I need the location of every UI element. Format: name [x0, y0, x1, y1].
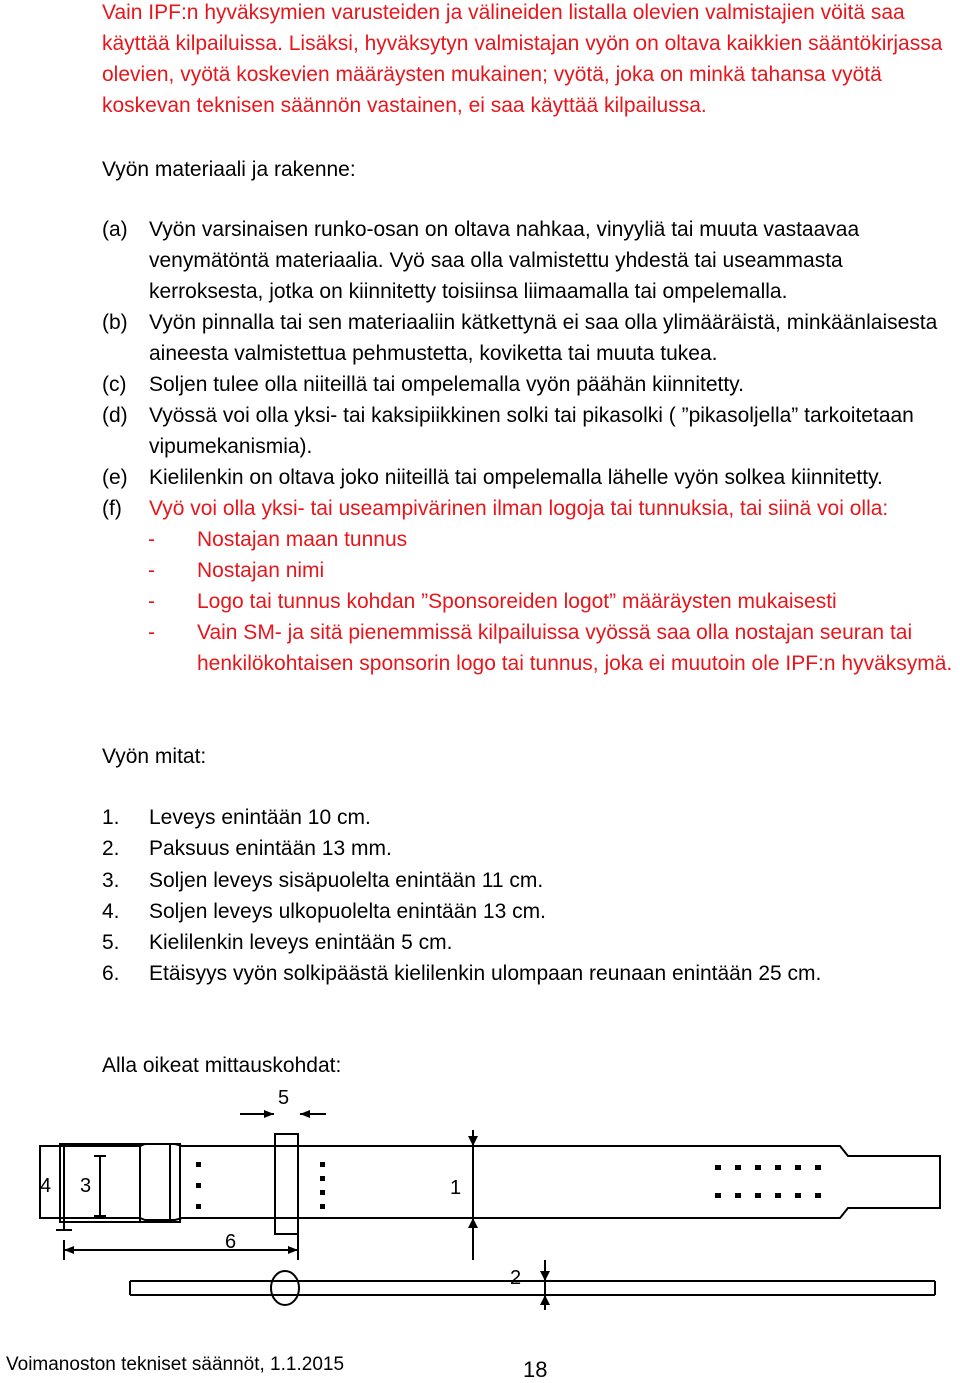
label-1: 1 [450, 1177, 462, 1199]
item-label: 6. [102, 962, 120, 985]
subitem-sponsor [148, 617, 958, 679]
item-label: (b) [102, 311, 128, 334]
item-text: Soljen leveys ulkopuolelta enintään 13 cm. [149, 900, 546, 923]
subitem-text: Nostajan maan tunnus [197, 528, 408, 551]
buckle [60, 1144, 180, 1222]
item-text: Vyön varsinaisen runko-osan on oltava nahkaa, vinyyliä tai muuta vastaavaa venymätöntä materiaalia. Vyö saa olla valmistettu yhdestä tai useammasta kerroksesta, jotka on kiinnitetty toisiinsa liimaamalla tai ompelemalla. [149, 218, 860, 303]
item-text: Vyö voi olla yksi- tai useampivärinen ilman logoja tai tunnuksia, tai siinä voi olla: [149, 497, 889, 520]
item-label: 5. [102, 931, 120, 954]
item-label: 1. [102, 806, 120, 829]
item-label: (d) [102, 404, 128, 427]
loop-profile [271, 1271, 299, 1305]
material-item-c [102, 369, 957, 400]
arrow-2-down [540, 1271, 550, 1281]
item-label: 4. [102, 900, 120, 923]
item-text: Kielilenkin leveys enintään 5 cm. [149, 931, 453, 954]
arrow-2-up [540, 1295, 550, 1305]
arrow-1-down [468, 1136, 478, 1146]
label-2: 2 [510, 1267, 522, 1289]
item-text: Paksuus enintään 13 mm. [149, 837, 392, 860]
subitem-country [148, 524, 958, 555]
diagram-heading: Alla oikeat mittauskohdat: [102, 1054, 342, 1077]
dash: - [148, 621, 155, 644]
belt-measurement-diagram [0, 1080, 960, 1320]
subitem-text: Vain SM- ja sitä pienemmissä kilpailuissa vyössä saa olla nostajan seuran tai henkilökohtaisen sponsorin logo tai tunnus, joka ei muutoin ole IPF:n hyväksymä. [197, 621, 953, 675]
footer-text: Voimanoston tekniset säännöt, 1.1.2015 [6, 1354, 345, 1375]
item-label: (e) [102, 466, 128, 489]
arrow-6-left [64, 1246, 74, 1254]
item-text: Soljen leveys sisäpuolelta enintään 11 cm. [149, 869, 544, 892]
dash: - [148, 590, 155, 613]
item-text: Vyössä voi olla yksi- tai kaksipiikkinen solki tai pikasolki ( ”pikasoljella” tarkoitetaan vipumekanismia). [149, 404, 914, 458]
material-item-a [102, 214, 957, 307]
item-text: Etäisyys vyön solkipäästä kielilenkin ulompaan reunaan enintään 25 cm. [149, 962, 822, 985]
subitem-text: Nostajan nimi [197, 559, 325, 582]
arrow-5-left [264, 1110, 274, 1118]
arrow-6-right [288, 1246, 298, 1254]
material-item-f [102, 493, 957, 524]
dimension-item-4 [102, 896, 957, 927]
dash: - [148, 559, 155, 582]
arrow-1-up [468, 1218, 478, 1228]
dimension-item-5 [102, 927, 957, 958]
dimension-item-6 [102, 958, 957, 989]
material-item-e [102, 462, 957, 493]
item-label: (c) [102, 373, 127, 396]
dimension-item-1 [102, 802, 957, 833]
item-label: (f) [102, 497, 122, 520]
item-text: Soljen tulee olla niiteillä tai ompelemalla vyön päähän kiinnitetty. [149, 373, 744, 396]
page-number: 18 [523, 1357, 548, 1382]
item-text: Vyön pinnalla tai sen materiaaliin kätkettynä ei saa olla ylimääräistä, minkäänlaisesta aineesta valmistettua pehmustetta, koviketta tai muuta tukea. [149, 311, 938, 365]
material-item-b [102, 307, 957, 369]
item-text: Leveys enintään 10 cm. [149, 806, 371, 829]
item-label: 2. [102, 837, 120, 860]
item-text: Kielilenkin on oltava joko niiteillä tai ompelemalla lähelle vyön solkea kiinnitetty. [149, 466, 883, 489]
dimension-item-2 [102, 833, 957, 864]
belt-outline [40, 1144, 940, 1220]
material-heading: Vyön materiaali ja rakenne: [102, 158, 356, 181]
arrow-5-right [300, 1110, 310, 1118]
subitem-name [148, 555, 958, 586]
intro-paragraph: Vain IPF:n hyväksymien varusteiden ja välineiden listalla olevien valmistajien vöitä saa käyttää kilpailuissa. Lisäksi, hyväksytyn valmistajan vyön on oltava kaikkien sääntökirjassa olevien, vyötä koskevien määräysten mukainen; vyötä, joka on minkä tahansa vyötä koskevan teknisen säännön vastainen, ei saa käyttää kilpailussa. [102, 1, 943, 117]
subitem-text: Logo tai tunnus kohdan ”Sponsoreiden logot” määräysten mukaisesti [197, 590, 837, 613]
dash: - [148, 528, 155, 551]
label-3: 3 [80, 1175, 92, 1197]
dimension-item-3 [102, 865, 957, 896]
item-label: 3. [102, 869, 120, 892]
label-6: 6 [225, 1231, 237, 1253]
item-label: (a) [102, 218, 128, 241]
subitem-logo [148, 586, 958, 617]
material-item-d [102, 400, 957, 462]
label-5: 5 [278, 1087, 290, 1109]
dimensions-heading: Vyön mitat: [102, 745, 207, 768]
label-4: 4 [40, 1175, 52, 1197]
belt-holes [196, 1162, 821, 1209]
